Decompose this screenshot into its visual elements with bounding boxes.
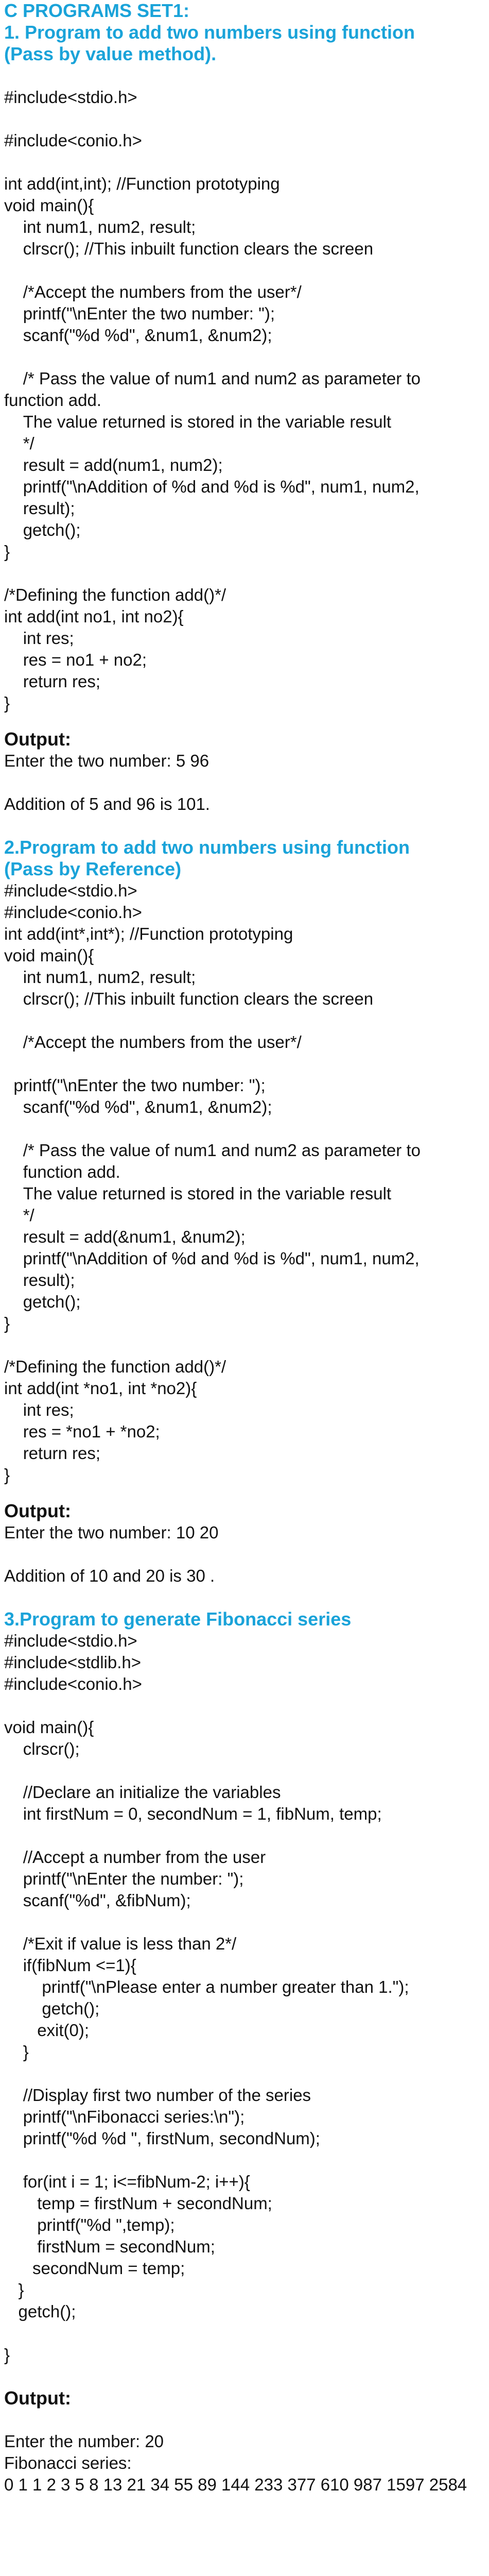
program-2-code-line: getch(); [4,1292,81,1311]
program-3-code-line: clrscr(); [4,1739,80,1758]
program-3-code-line: secondNum = temp; [4,2259,185,2278]
program-2-code-line: result); [4,1270,75,1290]
program-2-output-line [4,1544,485,1565]
program-3-code-line [4,2149,485,2171]
program-1-code-line: printf("\nEnter the two number: "); [4,304,275,323]
program-3-output [4,2409,485,2496]
program-3-code-line: printf("\nFibonacci series:\n"); [4,2107,245,2126]
program-2-heading-line-2: (Pass by Reference) [4,858,182,879]
program-3-code-line: for(int i = 1; i<=fibNum-2; i++){ [4,2172,250,2191]
program-1-code-line [4,65,485,87]
program-3-code-line: //Display first two number of the series [4,2086,311,2105]
program-1-heading-line-1: 1. Program to add two numbers using function [4,22,415,43]
program-3-code-line: printf("\nPlease enter a number greater than 1."); [4,1977,409,1996]
program-1-code-line: clrscr(); //This inbuilt function clears the screen [4,239,374,258]
program-1-code-line [4,108,485,130]
program-1-output-label: Output: [4,728,71,750]
program-2-code-line: return res; [4,1444,101,1463]
program-2-output-line: Enter the two number: 10 20 [4,1523,219,1542]
program-2-code-line: /*Defining the function add()*/ [4,1357,226,1376]
program-3-code-line [4,2063,485,2084]
program-3-output-label: Output: [4,2387,71,2409]
program-3-code-line: #include<stdio.h> [4,1631,137,1650]
program-2-code-line: scanf("%d %d", &num1, &num2); [4,1097,272,1116]
program-2-code-line [4,1053,485,1075]
program-2-code-line [4,1010,485,1031]
program-1-code-line: void main(){ [4,196,94,215]
program-1-code-line: printf("\nAddition of %d and %d is %d", num1, num2, [4,477,420,496]
program-1-output-line: Enter the two number: 5 96 [4,751,209,770]
program-2 [4,837,485,1587]
program-1-output-line: Addition of 5 and 96 is 101. [4,794,210,814]
program-3-heading-line-1: 3.Program to generate Fibonacci series [4,1608,352,1630]
program-3-code-line: getch(); [4,1999,100,2018]
program-3-code-line: temp = firstNum + secondNum; [4,2194,272,2213]
program-1-code-line [4,563,485,584]
program-1-heading-line-2: (Pass by value method). [4,43,217,64]
program-3-code-line: } [4,2280,24,2299]
program-3-code-line [4,2366,485,2387]
program-1-output [4,750,485,815]
program-3-code-line [4,1695,485,1717]
program-3-code-line: if(fibNum <=1){ [4,1956,136,1975]
program-1-code-line [4,151,485,173]
program-2-code-line: int res; [4,1400,74,1419]
document-title: C PROGRAMS SET1: [4,0,190,21]
program-2-code-line: printf("\nEnter the two number: "); [4,1076,266,1095]
program-3-code [4,1630,485,2387]
program-2-heading-line-1: 2.Program to add two numbers using function [4,837,410,858]
program-2-code [4,880,485,1486]
program-1-code-line: scanf("%d %d", &num1, &num2); [4,326,272,345]
program-3-output-line: Fibonacci series: [4,2453,132,2472]
program-2-code-line: } [4,1314,10,1333]
program-2-code-line: res = *no1 + *no2; [4,1422,160,1441]
program-3-code-line: printf("\nEnter the number: "); [4,1869,244,1888]
program-1-code-line: int add(int no1, int no2){ [4,607,184,626]
program-2-code-line: printf("\nAddition of %d and %d is %d", num1, num2, [4,1249,420,1268]
program-1-code-line [4,346,485,368]
program-2-code-line [4,1334,485,1356]
program-3-code-line: #include<stdlib.h> [4,1653,142,1672]
program-2-code-line: void main(){ [4,946,94,965]
program-3-code-line: #include<conio.h> [4,1674,142,1693]
program-1-code-line: int add(int,int); //Function prototyping [4,174,280,193]
program-1-code-line: } [4,693,10,713]
program-2-code-line: function add. [4,1162,120,1181]
program-2-code-line: } [4,1465,10,1484]
program-1-code-line: function add. [4,391,101,410]
program-3-code-line: printf("%d ",temp); [4,2215,175,2234]
program-3 [4,1608,485,2496]
program-2-code-line: result = add(&num1, &num2); [4,1227,246,1246]
program-3-code-line [4,1825,485,1846]
program-3-code-line: printf("%d %d ", firstNum, secondNum); [4,2129,320,2148]
program-1-code-line: result); [4,499,75,518]
program-1-code-line: return res; [4,672,101,691]
program-3-output-line: Enter the number: 20 [4,2432,164,2451]
program-2-output-label: Output: [4,1500,71,1521]
program-3-code-line: getch(); [4,2302,76,2321]
program-1-code-line [4,260,485,281]
program-2-code-line: */ [4,1206,34,1225]
program-1-code-line: #include<conio.h> [4,131,142,150]
program-3-code-line: int firstNum = 0, secondNum = 1, fibNum, temp; [4,1804,382,1823]
program-3-code-line: exit(0); [4,2021,90,2040]
program-2-code-line: clrscr(); //This inbuilt function clears the screen [4,989,374,1008]
program-1-code-line: result = add(num1, num2); [4,455,223,474]
program-1-code-line: int res; [4,629,74,648]
program-2-code-line [4,1118,485,1140]
program-1-code-line: /* Pass the value of num1 and num2 as parameter to [4,369,421,388]
program-1-code-line: res = no1 + no2; [4,650,147,669]
program-3-code-line: //Accept a number from the user [4,1848,266,1867]
program-2-code-line: #include<stdio.h> [4,881,137,900]
program-1-output-line [4,772,485,793]
program-3-code-line: /*Exit if value is less than 2*/ [4,1934,237,1953]
program-1-code-line: } [4,542,10,561]
program-1-code-line: getch(); [4,520,81,539]
program-1-code-line: */ [4,434,34,453]
program-3-code-line: } [4,2042,29,2061]
program-3-output-line: 0 1 1 2 3 5 8 13 21 34 55 89 144 233 377 610 987 1597 2584 [4,2475,467,2494]
program-2-code-line: /* Pass the value of num1 and num2 as parameter to [4,1141,421,1160]
program-2-output [4,1522,485,1587]
program-3-code-line: void main(){ [4,1718,94,1737]
program-3-code-line: scanf("%d", &fibNum); [4,1891,191,1910]
program-2-code-line: int num1, num2, result; [4,968,196,987]
program-3-output-line [4,2409,485,2431]
program-3-code-line [4,1760,485,1782]
program-1-code-line: /*Defining the function add()*/ [4,585,226,604]
program-1-code [4,65,485,714]
program-2-code-line: #include<conio.h> [4,903,142,922]
program-3-code-line: } [4,2345,10,2364]
program-2-code-line: The value returned is stored in the variable result [4,1184,392,1203]
program-1 [4,22,485,815]
program-2-code-line: /*Accept the numbers from the user*/ [4,1032,302,1052]
program-1-code-line: #include<stdio.h> [4,88,137,107]
program-1-code-line: The value returned is stored in the variable result [4,412,392,431]
program-1-code-line: /*Accept the numbers from the user*/ [4,282,302,301]
program-3-code-line: //Declare an initialize the variables [4,1783,281,1802]
program-3-code-line: firstNum = secondNum; [4,2237,215,2256]
program-2-code-line: int add(int*,int*); //Function prototyping [4,924,293,943]
program-2-code-line: int add(int *no1, int *no2){ [4,1379,197,1398]
program-2-output-line: Addition of 10 and 20 is 30 . [4,1566,215,1585]
program-3-code-line [4,1911,485,1933]
program-3-code-line [4,2323,485,2344]
program-1-code-line: int num1, num2, result; [4,217,196,236]
